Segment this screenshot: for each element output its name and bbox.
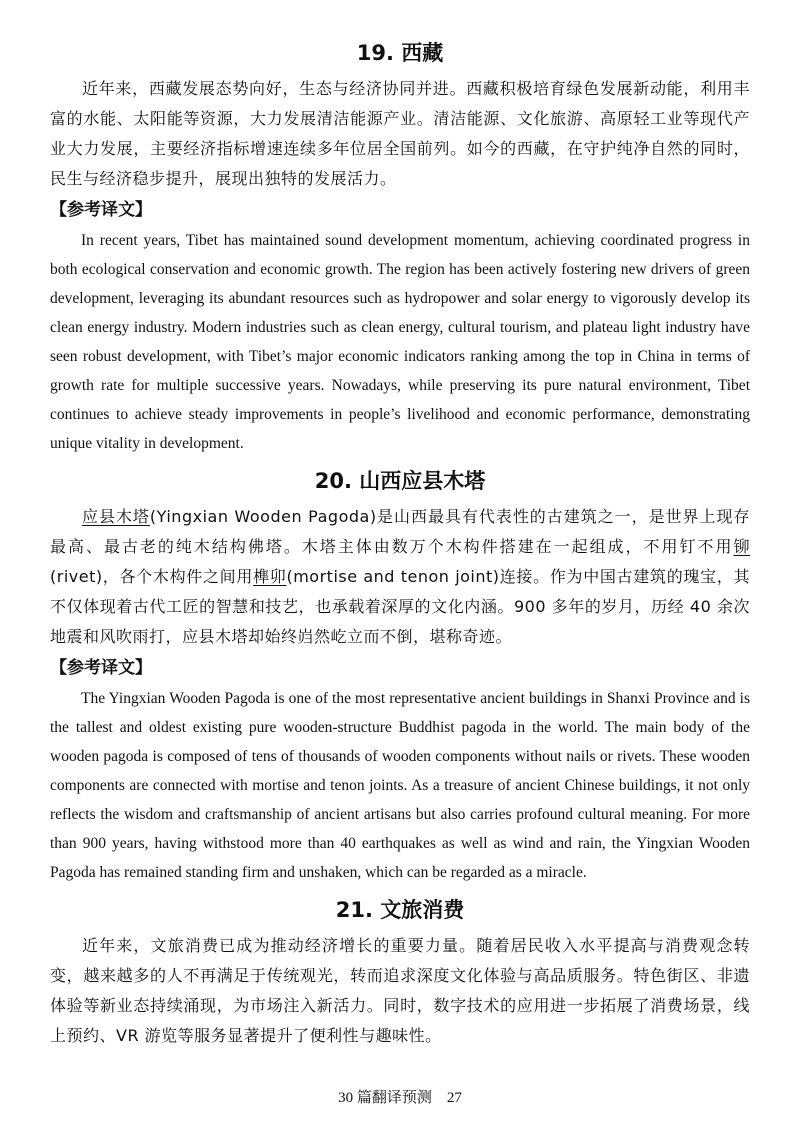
section-20-english: The Yingxian Wooden Pagoda is one of the most representative ancient buildings in Shanxi Province and is the tallest and oldest existing pure wooden-structure Buddhist pagoda in the world. The main body of the wooden pagoda is composed of tens of thousands of wooden components without nails or rivets. These wooden components are connected with mortise and tenon joints. As a treasure of ancient Chinese buildings, it not only reflects the wisdom and craftsmanship of ancient artisans but also carries profound cultural meaning. For more than 900 years, having withstood more than 40 earthquakes as well as wind and rain, the Yingxian Wooden Pagoda has remained standing firm and unshaken, which can be regarded as a miracle. (50, 690, 750, 881)
section-19-title: 19. 西藏 (356, 41, 444, 65)
term-mortise-tenon: 榫卯 (253, 567, 287, 586)
term-rivet: 铆 (733, 537, 750, 556)
section-20-reference-label: 【参考译文】 (50, 658, 152, 678)
section-20-chinese: 应县木塔(Yingxian Wooden Pagoda)是山西最具有代表性的古建筑之一，是世界上现存最高、最古老的纯木结构佛塔。木塔主体由数万个木构件搭建在一起组成，不用钉不用铆(rivet)，各个木构件之间用榫卯(mortise and tenon joint)连接。作为中国古建筑的瑰宝，其不仅体现着古代工匠的智慧和技艺，也承载着深厚的文化内涵。900 多年的岁月，历经 40 余次地震和风吹雨打，应县木塔却始终岿然屹立而不倒，堪称奇迹。 (50, 507, 750, 646)
section-21-chinese: 近年来，文旅消费已成为推动经济增长的重要力量。随着居民收入水平提高与消费观念转变，越来越多的人不再满足于传统观光，转而追求深度文化体验与高品质服务。特色街区、非遗体验等新业态持续涌现，为市场注入新活力。同时，数字技术的应用进一步拓展了消费场景，线上预约、VR 游览等服务显著提升了便利性与趣味性。 (50, 936, 750, 1045)
document-page (50, 30, 750, 1051)
term-yingxian-pagoda: 应县木塔 (82, 507, 150, 526)
page-footer: 30 篇翻译预测 27 (338, 1090, 462, 1106)
section-19-chinese: 近年来，西藏发展态势向好，生态与经济协同并进。西藏积极培育绿色发展新动能，利用丰富的水能、太阳能等资源，大力发展清洁能源产业。清洁能源、文化旅游、高原轻工业等现代产业大力发展，主要经济指标增速连续多年位居全国前列。如今的西藏，在守护纯净自然的同时，民生与经济稳步提升，展现出独特的发展活力。 (50, 79, 750, 188)
section-19-english: In recent years, Tibet has maintained sound development momentum, achieving coordinated progress in both ecological conservation and economic growth. The region has been actively fostering new drivers of green development, leveraging its abundant resources such as hydropower and solar energy to vigorously develop its clean energy industry. Modern industries such as clean energy, cultural tourism, and plateau light industry have seen robust development, with Tibet’s major economic indicators ranking among the top in China in terms of growth rate for multiple successive years. Nowadays, while preserving its pure natural environment, Tibet continues to achieve steady improvements in people’s livelihood and economic performance, demonstrating unique vitality in development. (50, 232, 750, 452)
section-20-title: 20. 山西应县木塔 (314, 469, 486, 493)
section-21-title: 21. 文旅消费 (335, 898, 465, 922)
section-19-reference-label: 【参考译文】 (50, 200, 152, 220)
